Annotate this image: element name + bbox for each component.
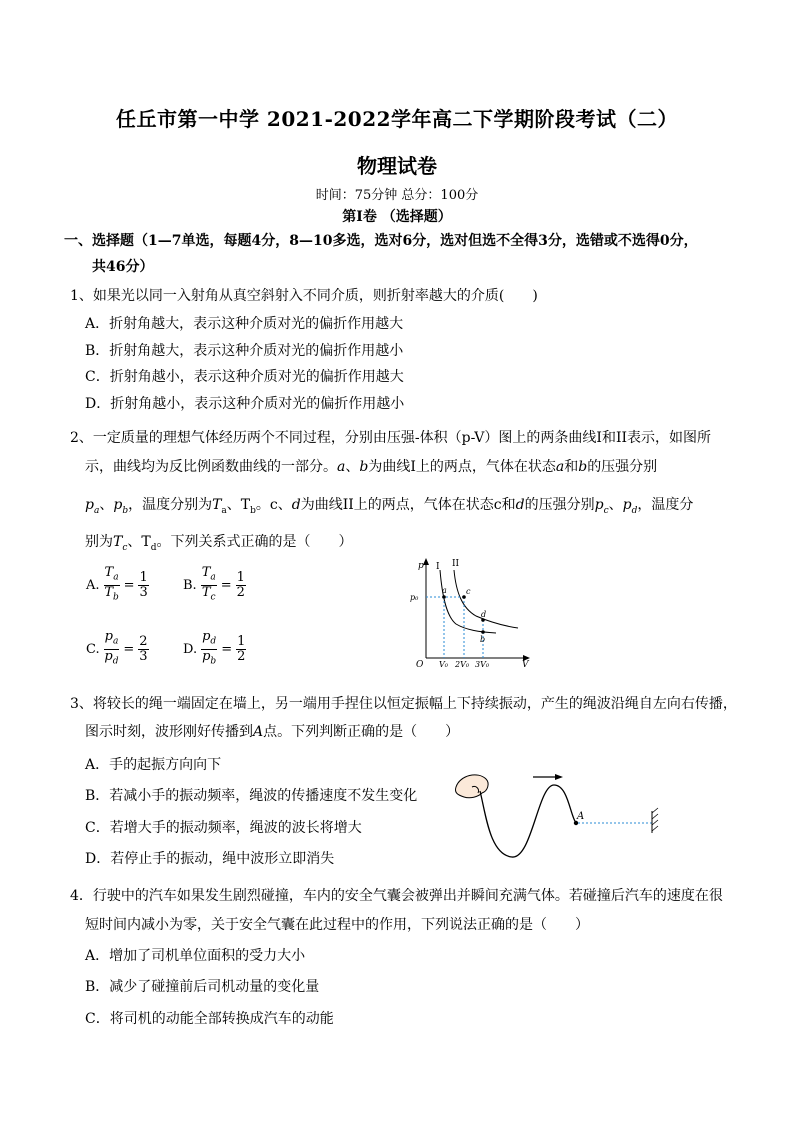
question-2-line4: 别为$T_c$、$T_d$。下列关系式正确的是（ ） xyxy=(85,534,353,553)
q2-option-b[interactable]: B. $\frac{T_a}{T_c}$ = $\frac{1}{2}$ xyxy=(183,565,245,603)
q2-option-a[interactable]: A. $\frac{T_a}{T_b}$ = $\frac{1}{3}$ xyxy=(86,565,148,603)
p-axis-label: p xyxy=(418,561,424,571)
wall-hatch xyxy=(652,814,658,819)
section-heading-cont: 共46分） xyxy=(92,259,154,275)
question-3-line2: 图示时刻，波形刚好传播到A点。下列判断正确的是（ ） xyxy=(85,724,460,740)
q1-option-c[interactable]: C．折射角越小，表示这种介质对光的偏折作用越大 xyxy=(85,369,404,385)
exam-subject: 物理试卷 xyxy=(357,154,437,178)
q2-option-c[interactable]: C. $\frac{p_a}{p_d}$ = $\frac{2}{3}$ xyxy=(86,629,148,667)
3v0-label: 3V₀ xyxy=(475,660,490,668)
question-2-line1: 2、一定质量的理想气体经历两个不同过程，分别由压强-体积（p-V）图上的两条曲线I和II表示，如图所 xyxy=(70,430,712,446)
b-label: b xyxy=(480,635,486,644)
q1-option-b[interactable]: B．折射角越大，表示这种介质对光的偏折作用越小 xyxy=(85,343,404,359)
p0-label: p₀ xyxy=(410,593,419,602)
q2-option-d[interactable]: D. $\frac{p_d}{p_b}$ = $\frac{1}{2}$ xyxy=(183,629,246,667)
point-a xyxy=(442,595,446,599)
v-axis-label: V xyxy=(522,660,529,668)
q1-option-d[interactable]: D．折射角越小，表示这种介质对光的偏折作用越小 xyxy=(85,396,405,412)
curve-1 xyxy=(440,570,496,633)
q3-option-b[interactable]: B．若减小手的振动频率，绳波的传播速度不发生变化 xyxy=(85,788,418,804)
point-a-label: A xyxy=(577,811,585,822)
exam-title: 任丘市第一中学 2021-2022学年高二下学期阶段考试（二） xyxy=(115,107,679,131)
q4-option-b[interactable]: B．减少了碰撞前后司机动量的变化量 xyxy=(85,979,320,995)
c-label: c xyxy=(466,587,471,596)
wall-hatch xyxy=(652,808,658,813)
question-3-line1: 3、将较长的绳一端固定在墙上，另一端用手捏住以恒定振幅上下持续振动，产生的绳波沿绳自左向右传播， xyxy=(70,696,737,712)
q4-option-c[interactable]: C．将司机的动能全部转换成汽车的动能 xyxy=(85,1011,334,1027)
curve-1-label: I xyxy=(436,562,440,572)
v0-label: V₀ xyxy=(439,660,448,668)
propagation-arrow-head xyxy=(555,774,563,780)
question-2-line3: $p_a$、$p_b$，温度分别为$T_a$、$T_b$。c、d为曲线II上的两点，气体在状态c和d的压强分别$p_c$、$p_d$，温度分 xyxy=(85,497,694,516)
p-axis-arrow xyxy=(423,558,429,565)
question-4-line1: 4．行驶中的汽车如果发生剧烈碰撞，车内的安全气囊会被弹出并瞬间充满气体。若碰撞后汽车的速度在很 xyxy=(70,888,723,904)
pv-diagram xyxy=(404,556,536,668)
q4-option-a[interactable]: A．增加了司机单位面积的受力大小 xyxy=(85,948,306,964)
d-label: d xyxy=(481,610,487,619)
hand-icon xyxy=(455,775,488,798)
q1-option-a[interactable]: A．折射角越大，表示这种介质对光的偏折作用越大 xyxy=(85,316,404,332)
a-label: a xyxy=(442,586,447,595)
curve-2-label: II xyxy=(452,559,460,569)
section-heading: 一、选择题（1—7单选，每题4分，8—10多选，选对6分，选对但选不全得3分，选错或不选得0分， xyxy=(64,233,698,249)
point-b xyxy=(481,630,485,634)
rope-wave-figure xyxy=(450,765,665,875)
volume-heading: 第Ⅰ卷 （选择题） xyxy=(342,209,452,225)
rope-wave xyxy=(480,785,576,857)
question-4-line2: 短时间内减小为零，关于安全气囊在此过程中的作用，下列说法正确的是（ ） xyxy=(85,917,589,933)
wall-hatch xyxy=(652,820,658,825)
question-2-line2: 示，曲线均为反比例函数曲线的一部分。a、b为曲线I上的两点，气体在状态a和b的压强分别 xyxy=(85,459,658,475)
wall-hatch xyxy=(652,826,658,831)
q3-option-a[interactable]: A．手的起振方向向下 xyxy=(85,757,222,773)
q3-option-c[interactable]: C．若增大手的振动频率，绳波的波长将增大 xyxy=(85,820,362,836)
2v0-label: 2V₀ xyxy=(455,660,470,668)
question-1-stem: 1、如果光以同一入射角从真空斜射入不同介质，则折射率越大的介质( ) xyxy=(70,288,538,304)
q3-option-d[interactable]: D．若停止手的振动，绳中波形立即消失 xyxy=(85,851,335,867)
origin-label: O xyxy=(416,660,424,668)
time-info: 时间：75分钟 总分：100分 xyxy=(315,188,479,203)
